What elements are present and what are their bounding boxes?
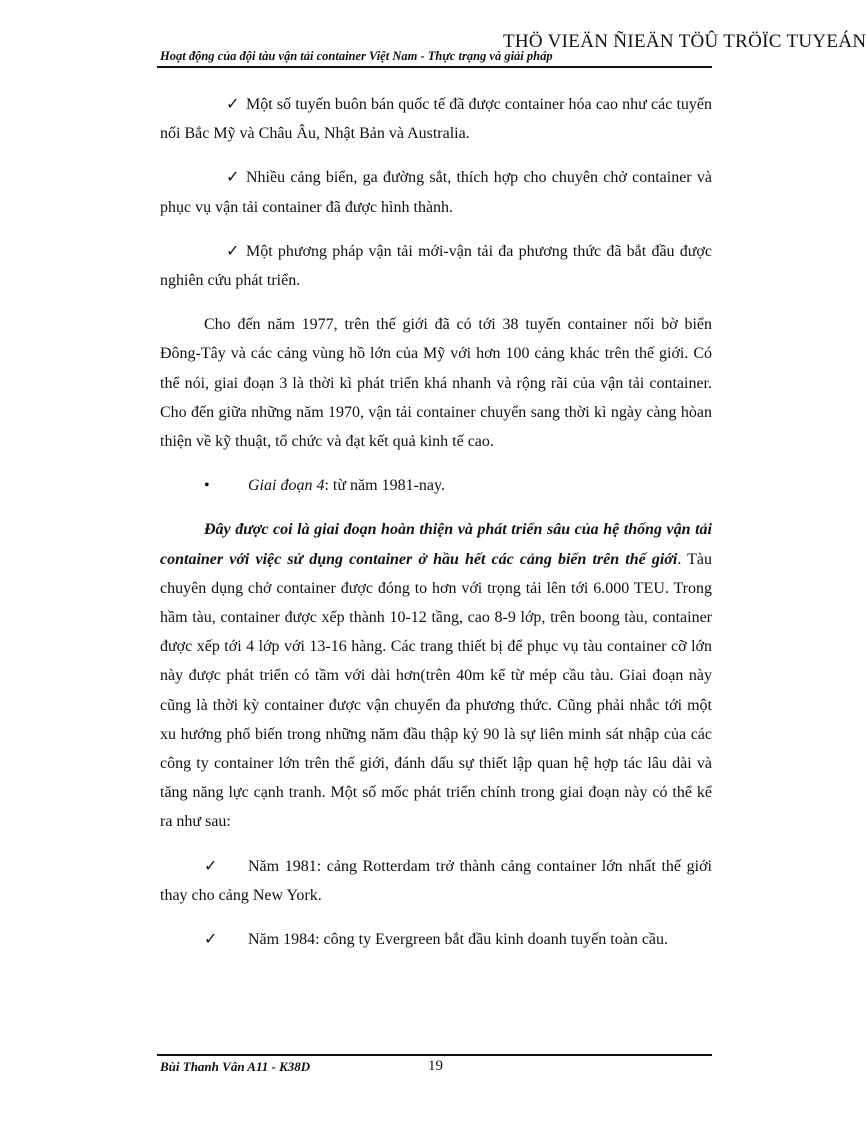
check-item-text: Nhiều cảng biển, ga đường sắt, thích hợp cho chuyên chở container và phục vụ vận tải container đã được hình thành.	[160, 169, 712, 216]
page-body	[160, 90, 712, 969]
check-mark-icon: ✓	[226, 242, 240, 260]
footer-divider	[157, 1054, 712, 1056]
header-divider	[157, 66, 712, 68]
paragraph-text: . Tàu chuyên dụng chở container được đóng to hơn với trọng tải lên tới 6.000 TEU. Trong hầm tàu, container được xếp thành 10-12 tầng, cao 8-9 lớp, trên boong tàu, container được xếp tới 4 lớp với 13-16 hàng. Các trang thiết bị để phục vụ tàu container cỡ lớn này được phát triển có tầm với dài hơn(trên 40m kể từ mép cầu tàu. Giai đoạn này cũng là thời kỳ container được vận chuyển đa phương thức. Cũng phải nhắc tới một xu hướng phổ biến trong những năm đầu thập kỷ 90 là sự liên minh sát nhập của các công ty container lớn trên thế giới, đánh dấu sự thiết lập quan hệ hợp tác lâu dài và tăng năng lực cạnh tranh. Một số mốc phát triển chính trong giai đoạn này có thể kể ra như sau:	[160, 550, 713, 831]
milestone-text: Năm 1981: cảng Rotterdam trở thành cảng container lớn nhất thế giới thay cho cảng New York.	[160, 857, 712, 904]
paragraph-stage-3: Cho đến năm 1977, trên thế giới đã có tới 38 tuyến container nối bờ biển Đông-Tây và các cảng vùng hồ lớn của Mỹ với hơn 100 cảng khác trên thế giới. Có thể nói, giai đoạn 3 là thời kì phát triển khá nhanh và rộng rãi của vận tải container. Cho đến giữa những năm 1970, vận tải container chuyển sang thời kì ngày càng hòan thiện về kỹ thuật, tổ chức và đạt kết quả kinh tế cao.	[160, 316, 712, 451]
footer-author: Bùi Thanh Vân A11 - K38D	[160, 1059, 311, 1074]
library-watermark: THÖ VIEÄN ÑIEÄN TÖÛ TRÖÏC TUYEÁN	[503, 31, 866, 52]
check-item-text: Một phương pháp vận tải mới-vận tải đa phương thức đã bắt đầu được nghiên cứu phát triển.	[160, 242, 712, 290]
check-item	[160, 163, 712, 221]
page-number: 19	[428, 1058, 443, 1074]
stage-4-bullet	[160, 471, 712, 500]
check-item	[160, 237, 712, 295]
emphasis-text: Đây được coi là giai đoạn hoàn thiện và phát triển sâu của hệ thống vận tải container với việc sử dụng container ở hầu hết các cảng biển trên thế giới	[160, 521, 712, 568]
paragraph-stage-4	[160, 515, 712, 836]
bullet-icon: •	[204, 477, 210, 495]
milestone-text: Năm 1984: công ty Evergreen bắt đầu kinh doanh tuyến toàn cầu.	[248, 931, 669, 949]
check-mark-icon: ✓	[204, 931, 218, 949]
check-item-text: Một số tuyến buôn bán quốc tế đã được container hóa cao như các tuyến nối Bắc Mỹ và Châu Âu, Nhật Bản và Australia.	[160, 96, 712, 143]
check-mark-icon: ✓	[204, 857, 218, 875]
milestone-item	[160, 925, 712, 954]
check-mark-icon: ✓	[226, 169, 240, 187]
stage-label: Giai đoạn 4	[248, 477, 325, 495]
check-item	[160, 90, 712, 148]
running-header-title: Hoạt động của đội tàu vận tải container Việt Nam - Thực trạng và giải pháp	[160, 49, 553, 63]
check-mark-icon: ✓	[226, 96, 240, 113]
milestone-item	[160, 852, 712, 910]
stage-period: : từ năm 1981-nay.	[324, 477, 445, 495]
